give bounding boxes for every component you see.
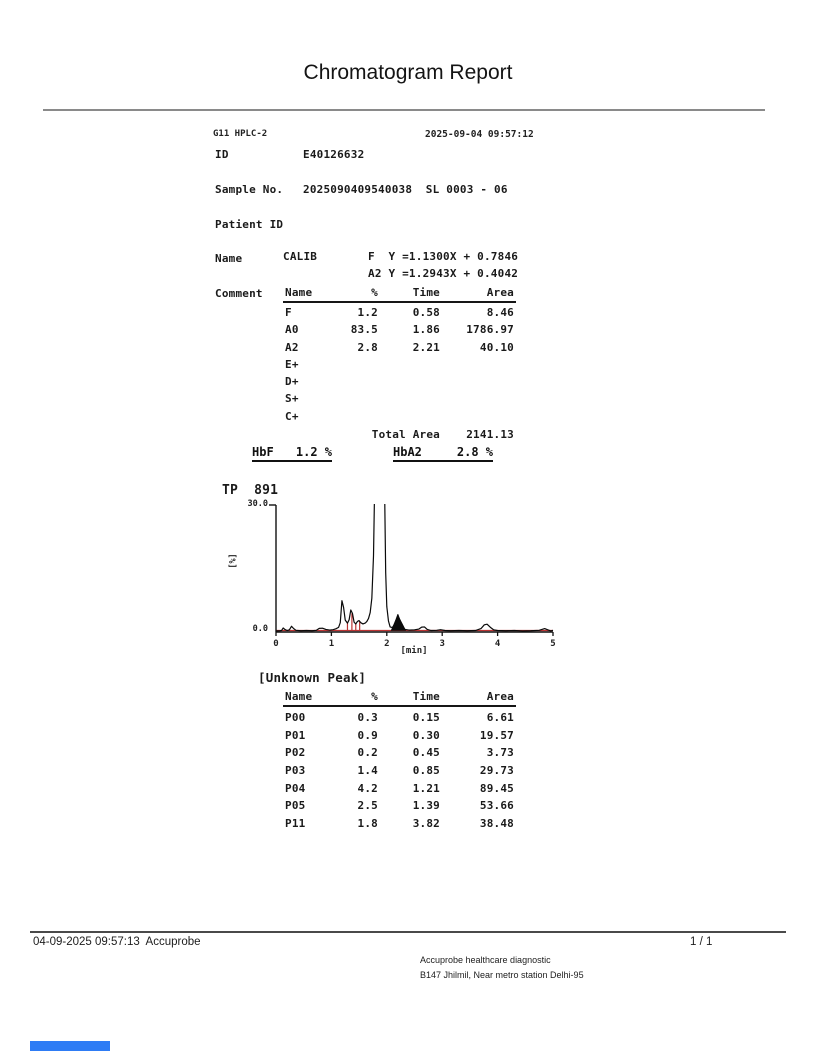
y-axis-max-label: 30.0 — [247, 499, 268, 509]
cell-area: 38.48 — [479, 817, 514, 831]
calib-table-body — [285, 306, 514, 427]
svg-text:3: 3 — [439, 639, 445, 649]
table-row — [285, 306, 514, 323]
cell-area: 29.73 — [479, 764, 514, 778]
cell-name: P05 — [285, 799, 306, 813]
cell-name: S+ — [285, 392, 299, 406]
field-label: Comment — [215, 287, 263, 301]
cell-time: 1.86 — [412, 323, 440, 337]
footer-divider — [30, 931, 786, 933]
cell-percent: 4.2 — [357, 781, 378, 795]
footer-datetime: 04-09-2025 09:57:13 Accuprobe — [33, 936, 201, 948]
cell-time: 0.45 — [412, 746, 440, 760]
col-area: Area — [486, 286, 514, 299]
cell-percent: 0.2 — [357, 746, 378, 760]
field-value: E40126632 — [303, 148, 365, 161]
total-area-label: Total Area — [371, 428, 440, 441]
cell-time: 0.30 — [412, 728, 440, 742]
field-label: Patient ID — [215, 217, 284, 231]
cell-name: A0 — [285, 323, 299, 337]
field-label: ID — [215, 148, 229, 161]
table-row — [285, 323, 514, 340]
svg-text:1: 1 — [328, 639, 335, 649]
table-row — [285, 341, 514, 358]
report-datetime: 2025-09-04 09:57:12 — [425, 129, 534, 140]
field-value: 2025090409540038 SL 0003 - 06 — [303, 182, 508, 196]
cell-name: F — [285, 306, 292, 319]
cell-time: 0.85 — [412, 764, 440, 778]
table-row — [285, 392, 514, 409]
cell-area: 1786.97 — [466, 323, 514, 337]
cell-percent: 0.3 — [357, 711, 378, 724]
hba2-summary — [393, 445, 493, 462]
cell-percent: 2.5 — [357, 799, 378, 813]
field-label: Name — [215, 252, 243, 266]
footer-page-number: 1 / 1 — [690, 936, 713, 948]
svg-text:0: 0 — [273, 639, 279, 649]
page-title: Chromatogram Report — [303, 61, 513, 84]
col-time: Time — [412, 286, 440, 299]
col-percent: % — [371, 690, 378, 703]
cell-area: 40.10 — [479, 340, 514, 354]
field-label: Sample No. — [215, 182, 284, 196]
hba2-label: HbA2 — [393, 445, 422, 459]
col-area: Area — [486, 690, 514, 703]
svg-text:2: 2 — [384, 639, 390, 649]
cell-time: 2.21 — [412, 340, 440, 354]
table-row — [285, 782, 514, 800]
cell-name: C+ — [285, 409, 299, 423]
cell-percent: 1.8 — [357, 817, 378, 831]
table-row — [285, 729, 514, 747]
cell-percent: 0.9 — [357, 728, 378, 742]
cell-name: P11 — [285, 817, 306, 831]
cell-area: 89.45 — [479, 781, 514, 795]
table-row — [285, 410, 514, 427]
x-axis-unit-label: [min] — [400, 646, 428, 656]
cell-area: 53.66 — [479, 799, 514, 813]
footer-org-name: Accuprobe healthcare diagnostic — [420, 955, 551, 965]
table-row — [285, 358, 514, 375]
bottom-accent-bar — [30, 1041, 110, 1051]
tp-label: TP 891 — [222, 483, 279, 498]
hbf-summary — [252, 445, 332, 462]
cell-area: 6.61 — [486, 711, 514, 724]
cell-name: P03 — [285, 764, 306, 778]
unknown-header-rule — [283, 705, 516, 707]
cell-time: 3.82 — [412, 817, 440, 831]
calib-header-rule — [283, 301, 516, 303]
cell-name: E+ — [285, 357, 299, 371]
cell-time: 0.58 — [412, 306, 440, 319]
cell-area: 8.46 — [486, 306, 514, 319]
table-row — [285, 746, 514, 764]
svg-text:5: 5 — [550, 639, 556, 649]
cell-area: 19.57 — [479, 728, 514, 742]
cell-percent: 1.2 — [357, 306, 378, 319]
y-axis-unit-label: [%] — [228, 553, 239, 569]
svg-text:4: 4 — [494, 639, 501, 649]
y-axis-min-label: 0.0 — [252, 624, 268, 634]
total-area-row — [285, 428, 514, 445]
cell-percent: 83.5 — [350, 323, 378, 337]
col-name: Name — [285, 286, 313, 299]
table-row — [285, 817, 514, 835]
table-row — [285, 711, 514, 729]
cell-name: A2 — [285, 340, 299, 354]
cell-name: D+ — [285, 375, 299, 389]
calib-label: CALIB — [283, 250, 318, 263]
hba2-value: 2.8 % — [456, 445, 493, 459]
calib-equation-f: F Y =1.1300X + 0.7846 — [368, 250, 519, 263]
unknown-table-body — [285, 711, 514, 835]
col-time: Time — [412, 690, 440, 703]
cell-name: P01 — [285, 728, 306, 742]
hbf-label: HbF — [252, 445, 274, 459]
cell-name: P02 — [285, 746, 306, 760]
cell-area: 3.73 — [486, 746, 514, 760]
col-name: Name — [285, 690, 313, 703]
table-row — [285, 764, 514, 782]
cell-percent: 1.4 — [357, 764, 378, 778]
chromatogram-svg — [230, 488, 570, 660]
cell-name: P04 — [285, 781, 306, 795]
cell-name: P00 — [285, 711, 306, 724]
table-row — [285, 375, 514, 392]
device-name: G11 HPLC-2 — [213, 129, 268, 139]
col-percent: % — [371, 286, 378, 299]
footer-org-address: B147 Jhilmil, Near metro station Delhi-95 — [420, 970, 584, 980]
cell-time: 1.39 — [412, 799, 440, 813]
cell-time: 0.15 — [412, 711, 440, 724]
cell-percent: 2.8 — [357, 340, 378, 354]
table-row — [285, 799, 514, 817]
cell-time: 1.21 — [412, 781, 440, 795]
calib-equation-a2: A2 Y =1.2943X + 0.4042 — [368, 267, 519, 280]
unknown-peak-title: [Unknown Peak] — [258, 670, 367, 685]
hbf-value: 1.2 % — [295, 445, 332, 459]
header-divider — [43, 109, 765, 111]
total-area-value: 2141.13 — [466, 428, 514, 441]
